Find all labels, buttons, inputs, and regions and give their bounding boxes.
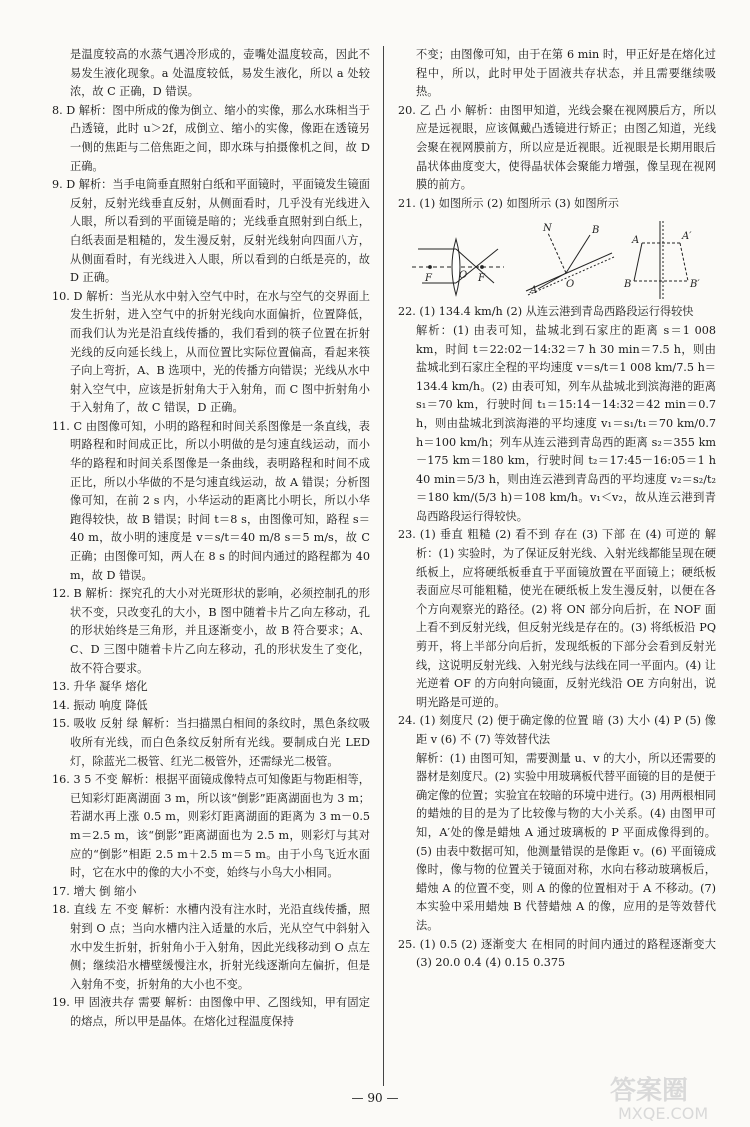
answer-15: 15. 吸收 反射 绿 解析：当扫描黑白相间的条纹时，黑色条纹吸收所有光线，而白色条纹反射所有光线。要制成白光 LED 灯，除蓝光二极管、红光二极管外，还需绿光二极管。 <box>52 717 370 768</box>
fig2-label-a: A <box>530 285 538 297</box>
answer-8: 8. D 解析：图中所成的像为倒立、缩小的实像，那么水珠相当于凸透镜，此时 u＞2f，成倒立、缩小的实像，像距在透镜另一侧的焦距与二倍焦距之间，即水珠与拍摄像机之间，故 D 正确。 <box>52 103 370 173</box>
lens-diagram <box>412 239 504 295</box>
answer-16: 16. 3 5 不变 解析：根据平面镜成像特点可知像距与物距相等，已知彩灯距离湖面 3 m，所以该“倒影”距离湖面也为 3 m；若湖水再上涨 0.5 m，则彩灯距离湖面的距离为 3 m－0.5 m＝2.5 m，该“倒影”距离湖面也为 2.5 m，则彩灯与其对应的“倒影”相距 2.5 m＋2.5 m＝5 m。由于小鸟飞近水面时，它在水中的像的大小不变，始终与小鸟大小相同。 <box>52 773 370 880</box>
answer-18: 18. 直线 左 不变 解析：水槽内没有注水时，光沿直线传播，照射到 O 点；当向水槽内注入适量的水后，光从空气中斜射入水中发生折射，折射角小于入射角，因此光线移动到 O 点左侧；继续沿水槽壁缓慢注水，折射光线逐渐向左偏折，但是入射角不变，折射角的大小也不变。 <box>52 903 370 991</box>
fig1-label-f-right: F <box>478 273 485 285</box>
answer-14: 14. 振动 响度 降低 <box>52 698 148 712</box>
fig3-label-b: B <box>624 279 632 291</box>
fig2-label-n: N <box>543 223 552 235</box>
watermark-text: MXQE.COM <box>618 1104 709 1123</box>
fig3-label-a-prime: A′ <box>682 231 692 243</box>
svg-text:答案圈: 答案圈 <box>610 1076 689 1106</box>
page-number: — 90 — <box>351 1091 399 1105</box>
answer-21-figures <box>398 215 716 301</box>
answer-22: 22. (1) 134.4 km/h (2) 从连云港到青岛西路段运行得较快 <box>398 305 694 319</box>
fig1-label-o: O <box>459 270 468 282</box>
answer-21: 21. (1) 如图所示 (2) 如图所示 (3) 如图所示 <box>398 196 619 210</box>
answer-11: 11. C 由图像可知，小明的路程和时间关系图像是一条直线，表明路程和时间成正比，所以小明做的是匀速直线运动，而小华的路程和时间关系图像是一条曲线，表明路程和时间不成正比，所以小华做的不是匀速直线运动，故 A 错误；分析图像可知，在前 2 s 内，小华运动的距离比小明长，所以小华跑得较快，故 B 错误；时间 t＝8 s，由图像可知，路程 s＝40 m，故小明的速度是 v＝s/t＝40 m/8 s＝5 m/s，故 C 正确；由图像可知，两人在 8 s 的时间内通过的路程都为 40 m，故 D 错误。 <box>52 419 370 582</box>
fig2-label-o: O <box>566 279 575 291</box>
mirror-image-diagram <box>623 221 700 299</box>
watermark-logo <box>600 1065 750 1125</box>
fig2-label-b: B <box>592 225 600 237</box>
fig3-label-a: A <box>632 235 640 247</box>
answer-22-explanation: 解析：(1) 由表可知，盐城北到石家庄的距离 s＝1 008 km，时间 t＝22:02－14:32＝7 h 30 min＝7.5 h，则由盐城北到石家庄全程的平均速度 v＝s/t＝1 008 km/7.5 h＝134.4 km/h。(2) 由表可知，列车从盐城北到滨海港的距离 s₁＝70 km，行驶时间 t₁＝15:14－14:32＝42 min＝0.7 h，则由盐城北到滨海港的平均速度 v₁＝s₁/t₁＝70 km/0.7 h＝100 km/h；列车从连云港到青岛西的距离 s₂＝355 km－175 km＝180 km，行驶时间 t₂＝17:45－16:05＝1 h 40 min＝5/3 h，则由连云港到青岛西的平均速度 v₂＝s₂/t₂＝180 km/(5/3 h)＝108 km/h。v₁＜v₂，故从连云港到青岛西路段运行得较快。 <box>416 323 716 523</box>
optics-diagrams <box>398 215 716 301</box>
answer-17: 17. 增大 倒 缩小 <box>52 884 137 898</box>
fig3-label-b-prime: B′ <box>690 279 700 291</box>
fig1-label-f-left: F <box>425 273 432 285</box>
left-column <box>52 46 370 1031</box>
answer-24: 24. (1) 刻度尺 (2) 便于确定像的位置 暗 (3) 大小 (4) P (5) 像距 v (6) 不 (7) 等效替代法 <box>398 714 716 746</box>
answer-10: 10. D 解析：当光从水中射入空气中时，在水与空气的交界面上发生折射，进入空气中的折射光线向水面偏折，位置降低，而我们认为光是沿直线传播的，我们看到的筷子位置在折射光线的反向延长线上，从而位置比实际位置偏高，看起来筷子向上弯折，A、B 选项中，光的传播方向错误；光线从水中射入空气中，应该是折射角大于入射角，而 C 图中折射角小于入射角了，故 C 错误，D 正确。 <box>52 289 370 415</box>
right-column <box>398 46 716 973</box>
reflection-diagram <box>526 223 614 296</box>
answer-19-continued: 不变；由图像可知，由于在第 6 min 时，甲正好是在熔化过程中，所以，此时甲处于固液共存状态，并且需要继续吸热。 <box>416 48 716 99</box>
answer-25: 25. (1) 0.5 (2) 逐渐变大 在相同的时间内通过的路程逐渐变大 (3) 20.0 0.4 (4) 0.15 0.375 <box>398 937 716 970</box>
answer-19: 19. 甲 固液共存 需要 解析：由图像中甲、乙图线知，甲有固定的熔点，所以甲是晶体。在熔化过程温度保持 <box>52 996 370 1028</box>
answer-23: 23. (1) 垂直 粗糙 (2) 看不到 存在 (3) 下部 在 (4) 可逆的 解析：(1) 实验时，为了保证反射光线、入射光线都能呈现在硬纸板上，应将硬纸板垂直于平面镜放置在平面镜上；硬纸板表面应尽可能粗糙，使光在硬纸板上发生漫反射，以便在各个方向观察光的路径。(2) 将 ON 部分向后折，在 NOF 面上看不到反射光线，但反射光线是存在的。(3) 将纸板沿 PQ 剪开，将上半部分向后折，发现纸板的下部分会看到反射光线，这说明反射光线、入射光线与法线在同一平面内。(4) 让光逆着 OF 的方向射向镜面，反射光线沿 OE 方向射出，说明光路是可逆的。 <box>398 528 716 709</box>
answer-24-explanation: 解析：(1) 由图可知，需要测量 u、v 的大小，所以还需要的器材是刻度尺。(2) 实验中用玻璃板代替平面镜的目的是便于确定像的位置；实验宜在较暗的环境中进行。(3) 用两根相同的蜡烛的目的是为了比较像与物的大小关系。(4) 由图甲可知，A′处的像是蜡烛 A 通过玻璃板的 P 平面成像得到的。(5) 由表中数据可知，他测量错误的是像距 v。(6) 平面镜成像时，像与物的位置关于镜面对称，水向右移动玻璃板后，蜡烛 A 的位置不变，则 A 的像的位置相对于 A 不移动。(7) 本实验中采用蜡烛 B 代替蜡烛 A 的像，应用的是等效替代法。 <box>416 751 716 932</box>
answer-13: 13. 升华 凝华 熔化 <box>52 680 148 694</box>
answer-20: 20. 乙 凸 小 解析：由图甲知道，光线会聚在视网膜后方，所以应是远视眼，应该佩戴凸透镜进行矫正；由图乙知道，光线会聚在视网膜前方，所以应是近视眼。近视眼是长期用眼后晶状体曲度变大，使得晶状体会聚能力增强，像呈现在视网膜的前方。 <box>398 103 716 192</box>
answer-12: 12. B 解析：探究孔的大小对光斑形状的影响，必须控制孔的形状不变，只改变孔的大小，B 图中随着卡片乙向左移动，孔的形状始终是三角形，并且逐渐变小，故 B 符合要求；A、C、D 三图中随着卡片乙向左移动，孔的形状发生了变化，故不符合要求。 <box>52 587 370 675</box>
answer-continuation: 是温度较高的水蒸气遇冷形成的，壶嘴处温度较高，因此不易发生液化现象。a 处温度较低，易发生液化，所以 a 处较浓，故 C 正确，D 错误。 <box>70 48 370 99</box>
answer-9: 9. D 解析：当手电筒垂直照射白纸和平面镜时，平面镜发生镜面反射，反射光线垂直反射，从侧面看时，几乎没有光线进入人眼，所以看到的平面镜是暗的；光线垂直照射到白纸上，白纸表面是粗糙的，发生漫反射，反射光线射向四面八方，从侧面看时，有光线进入人眼，所以看到的白纸是亮的，故 D 正确。 <box>52 178 370 285</box>
